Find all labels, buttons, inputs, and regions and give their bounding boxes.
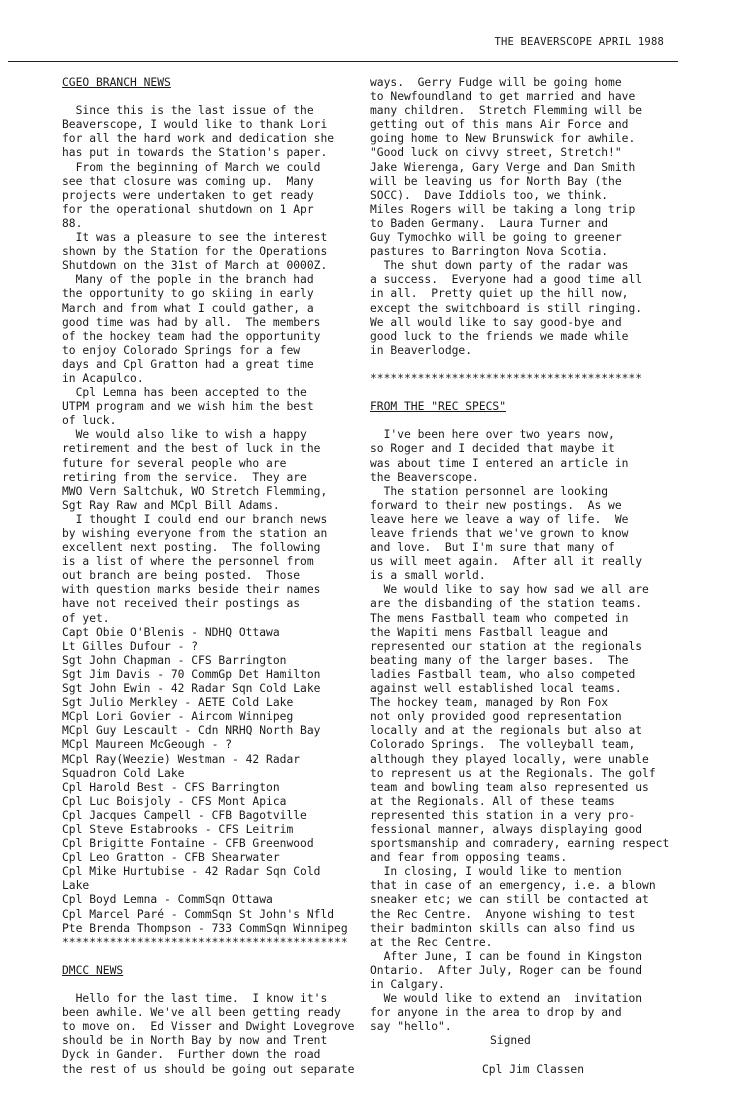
left-text-line: From the beginning of March we could	[62, 160, 321, 174]
left-text-line: Sgt Ray Raw and MCpl Bill Adams.	[62, 498, 280, 512]
right-text-line: sportsmanship and comradery, earning respect	[370, 837, 670, 851]
left-text-line: Shutdown on the 31st of March at 0000Z.	[62, 259, 328, 273]
right-text-line: in Calgary.	[370, 978, 445, 991]
right-text-line: ****************************************	[370, 371, 643, 385]
right-text-line: We would like to extend an invitation	[370, 992, 643, 1006]
right-spacer	[370, 1048, 700, 1062]
right-text-line: Ontario. After July, Roger can be found	[370, 963, 643, 977]
left-text-line: Pte Brenda Thompson - 733 CommSqn Winnipeg	[62, 921, 348, 935]
left-spacer	[62, 978, 392, 992]
left-text-line: MCpl Guy Lescault - Cdn NRHQ North Bay	[62, 724, 321, 738]
left-text-line: Lt Gilles Dufour - ?	[62, 639, 199, 653]
right-text-line: at the Regionals. All of these teams	[370, 794, 615, 808]
left-text-line: Since this is the last issue of the	[62, 104, 314, 118]
left-text-line: We would also like to wish a happy	[62, 428, 307, 442]
right-text-line: in Beaverlodge.	[370, 343, 473, 357]
right-text-line: the Beaverscope.	[370, 470, 479, 484]
left-text-line: Sgt Julio Merkley - AETE Cold Lake	[62, 696, 294, 710]
right-text-line: We all would like to say good-bye and	[370, 315, 622, 329]
left-text-line: with question marks beside their names	[62, 583, 321, 597]
left-text-line: Sgt John Chapman - CFS Barrington	[62, 653, 287, 667]
right-text-line: The station personnel are looking	[370, 484, 609, 498]
right-text-line: to represent us at the Regionals. The golf	[370, 766, 656, 780]
section-heading: CGEO BRANCH NEWS	[62, 76, 171, 89]
right-spacer	[370, 358, 700, 372]
left-text-line: to move on. Ed Visser and Dwight Lovegrove	[62, 1020, 355, 1034]
right-text-line: The mens Fastball team who competed in	[370, 611, 629, 625]
right-text-line: are the disbanding of the station teams.	[370, 597, 643, 611]
right-text-line: to Baden Germany. Laura Turner and	[370, 216, 609, 230]
right-text-line: "Good luck on civvy street, Stretch!"	[370, 146, 622, 160]
left-text-line: retiring from the service. They are	[62, 470, 307, 484]
left-text-line: the opportunity to go skiing in early	[62, 287, 314, 301]
left-text-line: Cpl Mike Hurtubise - 42 Radar Sqn Cold	[62, 865, 321, 879]
right-text-line: except the switchboard is still ringing.	[370, 301, 643, 315]
left-text-line: Cpl Leo Gratton - CFB Shearwater	[62, 851, 280, 865]
left-text-line: in Acapulco.	[62, 371, 144, 385]
left-text-line: out branch are being posted. Those	[62, 569, 301, 583]
right-text-line: SOCC). Dave Iddiols too, we think.	[370, 188, 609, 202]
left-text-line: Cpl Jacques Campell - CFB Bagotville	[62, 808, 307, 822]
left-column	[62, 76, 392, 1077]
right-text-line: represented this station in a very pro-	[370, 808, 636, 822]
left-text-line: MCpl Ray(Weezie) Westman - 42 Radar	[62, 752, 301, 766]
left-text-line: I thought I could end our branch news	[62, 512, 328, 526]
left-text-line: Cpl Steve Estabrooks - CFS Leitrim	[62, 822, 294, 836]
left-text-line: by wishing everyone from the station an	[62, 527, 328, 540]
left-text-line: excellent next posting. The following	[62, 541, 321, 555]
left-text-line: should be in North Bay by now and Trent	[62, 1034, 328, 1048]
left-text-line: ******************************************	[62, 935, 348, 949]
right-spacer	[370, 386, 700, 400]
right-text-line: We would like to say how sad we all are	[370, 583, 649, 597]
right-text-line: not only provided good representation	[370, 710, 622, 724]
left-text-line: for the operational shutdown on 1 Apr	[62, 202, 314, 216]
right-text-line: I've been here over two years now,	[370, 428, 615, 442]
right-spacer	[370, 414, 700, 428]
left-text-line: UTPM program and we wish him the best	[62, 400, 314, 414]
left-spacer	[62, 90, 392, 104]
right-text-line: ladies Fastball team, who also competed	[370, 667, 636, 681]
right-column	[370, 76, 700, 1077]
right-text-line: fessional manner, always displaying good	[370, 822, 643, 836]
left-text-line: future for several people who are	[62, 456, 287, 470]
left-text-line: of the hockey team had the opportunity	[62, 329, 321, 343]
left-text-line: for all the hard work and dedication she	[62, 132, 335, 146]
left-text-line: projects were undertaken to get ready	[62, 188, 314, 202]
right-text-line: us will meet again. After all it really	[370, 555, 643, 569]
running-head: THE BEAVERSCOPE APRIL 1988	[494, 36, 664, 48]
left-text-line: good time was had by all. The members	[62, 315, 321, 329]
right-text-line: the Rec Centre. Anyone wishing to test	[370, 907, 636, 921]
right-text-line: many children. Stretch Flemming will be	[370, 104, 643, 118]
right-text-line: sneaker etc; we can still be contacted at	[370, 893, 649, 907]
left-text-line: It was a pleasure to see the interest	[62, 231, 328, 245]
right-text-line: team and bowling team also represented us	[370, 780, 649, 794]
right-text-line: getting out of this mans Air Force and	[370, 118, 629, 132]
left-text-line: MCpl Maureen McGeough - ?	[62, 738, 233, 752]
left-text-line: Squadron Cold Lake	[62, 766, 185, 780]
left-text-line: Many of the pople in the branch had	[62, 273, 314, 287]
left-text-line: MCpl Lori Govier - Aircom Winnipeg	[62, 710, 294, 724]
right-text-line: will be leaving us for North Bay (the	[370, 174, 622, 188]
right-text-line: their badminton skills can also find us	[370, 921, 636, 935]
left-text-line: Cpl Lemna has been accepted to the	[62, 386, 307, 400]
left-text-line: retirement and the best of luck in the	[62, 442, 321, 456]
right-text-line: In closing, I would like to mention	[370, 865, 622, 879]
left-text-line: has put in towards the Station's paper.	[62, 146, 328, 160]
right-text-line: good luck to the friends we made while	[370, 329, 629, 343]
left-text-line: Cpl Boyd Lemna - CommSqn Ottawa	[62, 893, 273, 907]
right-text-line: and love. But I'm sure that many of	[370, 541, 615, 555]
right-text-line: the Wapiti mens Fastball league and	[370, 625, 609, 639]
right-text-line: at the Rec Centre.	[370, 935, 493, 949]
right-text-line: leave here we leave a way of life. We	[370, 512, 629, 526]
header-rule	[8, 61, 678, 62]
left-text-line: March and from what I could gather, a	[62, 301, 314, 315]
left-text-line: Sgt Jim Davis - 70 CommGp Det Hamilton	[62, 667, 321, 681]
right-text-line: The shut down party of the radar was	[370, 259, 629, 273]
right-text-line: pastures to Barrington Nova Scotia.	[370, 245, 609, 259]
right-text-line: say "hello".	[370, 1020, 452, 1034]
left-text-line: Cpl Marcel Paré - CommSqn St John's Nfld	[62, 907, 335, 921]
left-text-line: see that closure was coming up. Many	[62, 174, 314, 188]
right-text-line: although they played locally, were unable	[370, 752, 649, 766]
left-text-line: Cpl Brigitte Fontaine - CFB Greenwood	[62, 837, 314, 851]
signoff-label: Signed	[490, 1034, 531, 1048]
right-text-line: ways. Gerry Fudge will be going home	[370, 76, 622, 89]
right-text-line: Colorado Springs. The volleyball team,	[370, 738, 636, 752]
right-text-line: a success. Everyone had a good time all	[370, 273, 643, 287]
left-text-line: been awhile. We've all been getting ready	[62, 1006, 341, 1020]
left-text-line: Capt Obie O'Blenis - NDHQ Ottawa	[62, 625, 280, 639]
left-text-line: Dyck in Gander. Further down the road	[62, 1048, 321, 1062]
right-text-line: represented our station at the regionals	[370, 639, 643, 653]
right-text-line: that in case of an emergency, i.e. a blown	[370, 879, 656, 893]
left-text-line: Cpl Luc Boisjoly - CFS Mont Apica	[62, 794, 287, 808]
right-text-line: beating many of the larger bases. The	[370, 653, 629, 667]
left-text-line: Lake	[62, 879, 90, 893]
right-text-line: in all. Pretty quiet up the hill now,	[370, 287, 629, 301]
right-text-line: is a small world.	[370, 569, 486, 583]
left-text-line: days and Cpl Gratton had a great time	[62, 357, 314, 371]
section-heading: FROM THE "REC SPECS"	[370, 400, 507, 414]
right-text-line: After June, I can be found in Kingston	[370, 949, 643, 963]
right-text-line: against well established local teams.	[370, 682, 622, 696]
right-text-line: Jake Wierenga, Gary Verge and Dan Smith	[370, 160, 636, 174]
right-text-line: locally and at the regionals but also at	[370, 724, 643, 738]
signoff-name: Cpl Jim Classen	[482, 1062, 585, 1076]
right-text-line: The hockey team, managed by Ron Fox	[370, 696, 609, 710]
left-text-line: Sgt John Ewin - 42 Radar Sqn Cold Lake	[62, 682, 321, 696]
right-text-line: and fear from opposing teams.	[370, 851, 568, 865]
right-text-line: so Roger and I decided that maybe it	[370, 442, 615, 456]
right-text-line: Miles Rogers will be taking a long trip	[370, 202, 636, 216]
left-spacer	[62, 950, 392, 964]
right-text-line: to Newfoundland to get married and have	[370, 90, 636, 104]
right-text-line: for anyone in the area to drop by and	[370, 1006, 622, 1020]
left-text-line: have not received their postings as	[62, 597, 301, 611]
left-text-line: of luck.	[62, 414, 117, 428]
right-text-line: forward to their new postings. As we	[370, 498, 622, 512]
right-text-line: leave friends that we've grown to know	[370, 527, 629, 540]
left-text-line: the rest of us should be going out separate	[62, 1062, 355, 1076]
right-text-line: was about time I entered an article in	[370, 456, 629, 470]
left-text-line: MWO Vern Saltchuk, WO Stretch Flemming,	[62, 484, 328, 498]
left-text-line: Beaverscope, I would like to thank Lori	[62, 118, 328, 132]
left-text-line: of yet.	[62, 611, 110, 625]
left-text-line: 88.	[62, 216, 83, 230]
left-text-line: to enjoy Colorado Springs for a few	[62, 343, 301, 357]
left-text-line: Hello for the last time. I know it's	[62, 992, 328, 1006]
left-text-line: Cpl Harold Best - CFS Barrington	[62, 780, 280, 794]
left-text-line: shown by the Station for the Operations	[62, 245, 328, 259]
right-text-line: Guy Tymochko will be going to greener	[370, 231, 622, 245]
left-text-line: is a list of where the personnel from	[62, 555, 314, 569]
section-heading: DMCC NEWS	[62, 963, 124, 977]
right-text-line: going home to New Brunswick for awhile.	[370, 132, 636, 146]
